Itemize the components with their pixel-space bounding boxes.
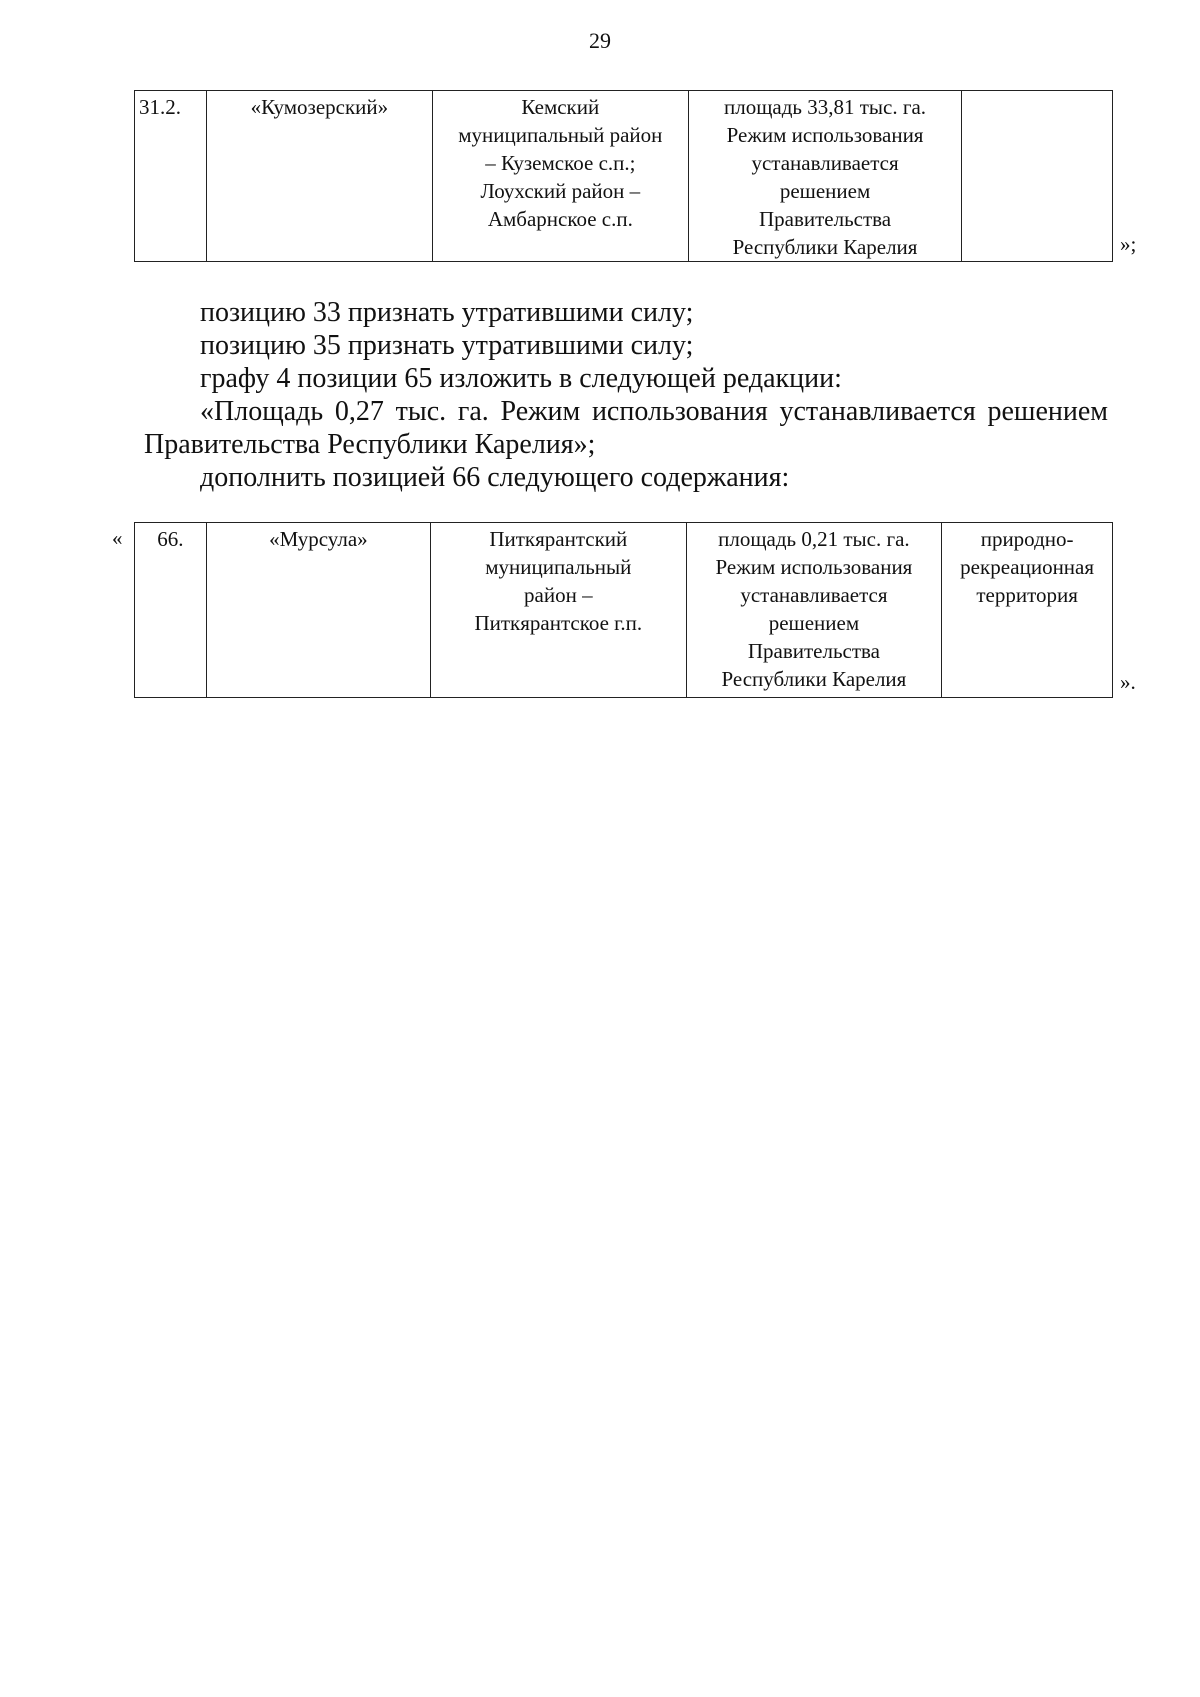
paragraph-line: Правительства Республики Карелия»; [144, 429, 596, 460]
location-cell [431, 523, 687, 698]
position-number-cell [135, 523, 207, 698]
territory-name: «Кумозерский» [250, 95, 389, 119]
regime-line: устанавливается [751, 151, 899, 175]
paragraph-line: «Площадь 0,27 тыс. га. Режим использования устанавливается решением [200, 396, 1108, 427]
paragraph [144, 395, 1108, 461]
regime-line: Правительства [758, 207, 892, 231]
regime-line: решением [768, 611, 860, 635]
regime-cell [686, 523, 942, 698]
regime-line: Республики Карелия [732, 235, 918, 259]
location-line: Питкярантское г.п. [474, 611, 643, 635]
registry-table-2 [134, 522, 1113, 698]
regime-line: решением [779, 179, 871, 203]
paragraph: графу 4 позиции 65 изложить в следующей редакции: [200, 363, 842, 394]
paragraph: позицию 33 признать утратившими силу; [200, 297, 694, 328]
category-line: территория [976, 583, 1078, 607]
territory-name: «Мурсула» [269, 527, 368, 551]
category-cell [942, 523, 1113, 698]
regime-line: Режим использования [715, 555, 913, 579]
location-line: – Куземское с.п.; [485, 151, 636, 175]
position-number: 66. [157, 527, 184, 551]
location-line: Лоухский район – [480, 179, 641, 203]
closing-quote: ». [1120, 670, 1136, 694]
category-line: природно- [980, 527, 1074, 551]
regime-line: Режим использования [726, 123, 924, 147]
registry-table-1 [134, 90, 1113, 262]
table-row [135, 523, 1113, 698]
location-line: Кемский [521, 95, 600, 119]
location-line: район – [524, 583, 593, 607]
regime-line: устанавливается [740, 583, 888, 607]
paragraph: позицию 35 признать утратившими силу; [200, 330, 694, 361]
paragraph: дополнить позицией 66 следующего содержания: [200, 462, 790, 493]
regime-line: Правительства [747, 639, 880, 663]
closing-quote: »; [1120, 232, 1137, 256]
location-cell [433, 91, 689, 262]
regime-line: Республики Карелия [721, 667, 907, 691]
location-line: муниципальный [485, 555, 632, 579]
regime-line: площадь 0,21 тыс. га. [718, 527, 910, 551]
page-number: 29 [589, 28, 611, 53]
regime-cell [688, 91, 962, 262]
territory-name-cell [206, 523, 430, 698]
category-cell [962, 91, 1113, 262]
location-line: Амбарнское с.п. [487, 207, 633, 231]
table-row [135, 91, 1113, 262]
location-line: Питкярантский [489, 527, 628, 551]
regime-line: площадь 33,81 тыс. га. [724, 95, 927, 119]
position-number: 31.2. [139, 95, 181, 119]
territory-name-cell [206, 91, 432, 262]
category-line: рекреационная [960, 555, 1095, 579]
opening-quote: « [112, 526, 123, 550]
location-line: муниципальный район [458, 123, 663, 147]
position-number-cell [135, 91, 207, 262]
